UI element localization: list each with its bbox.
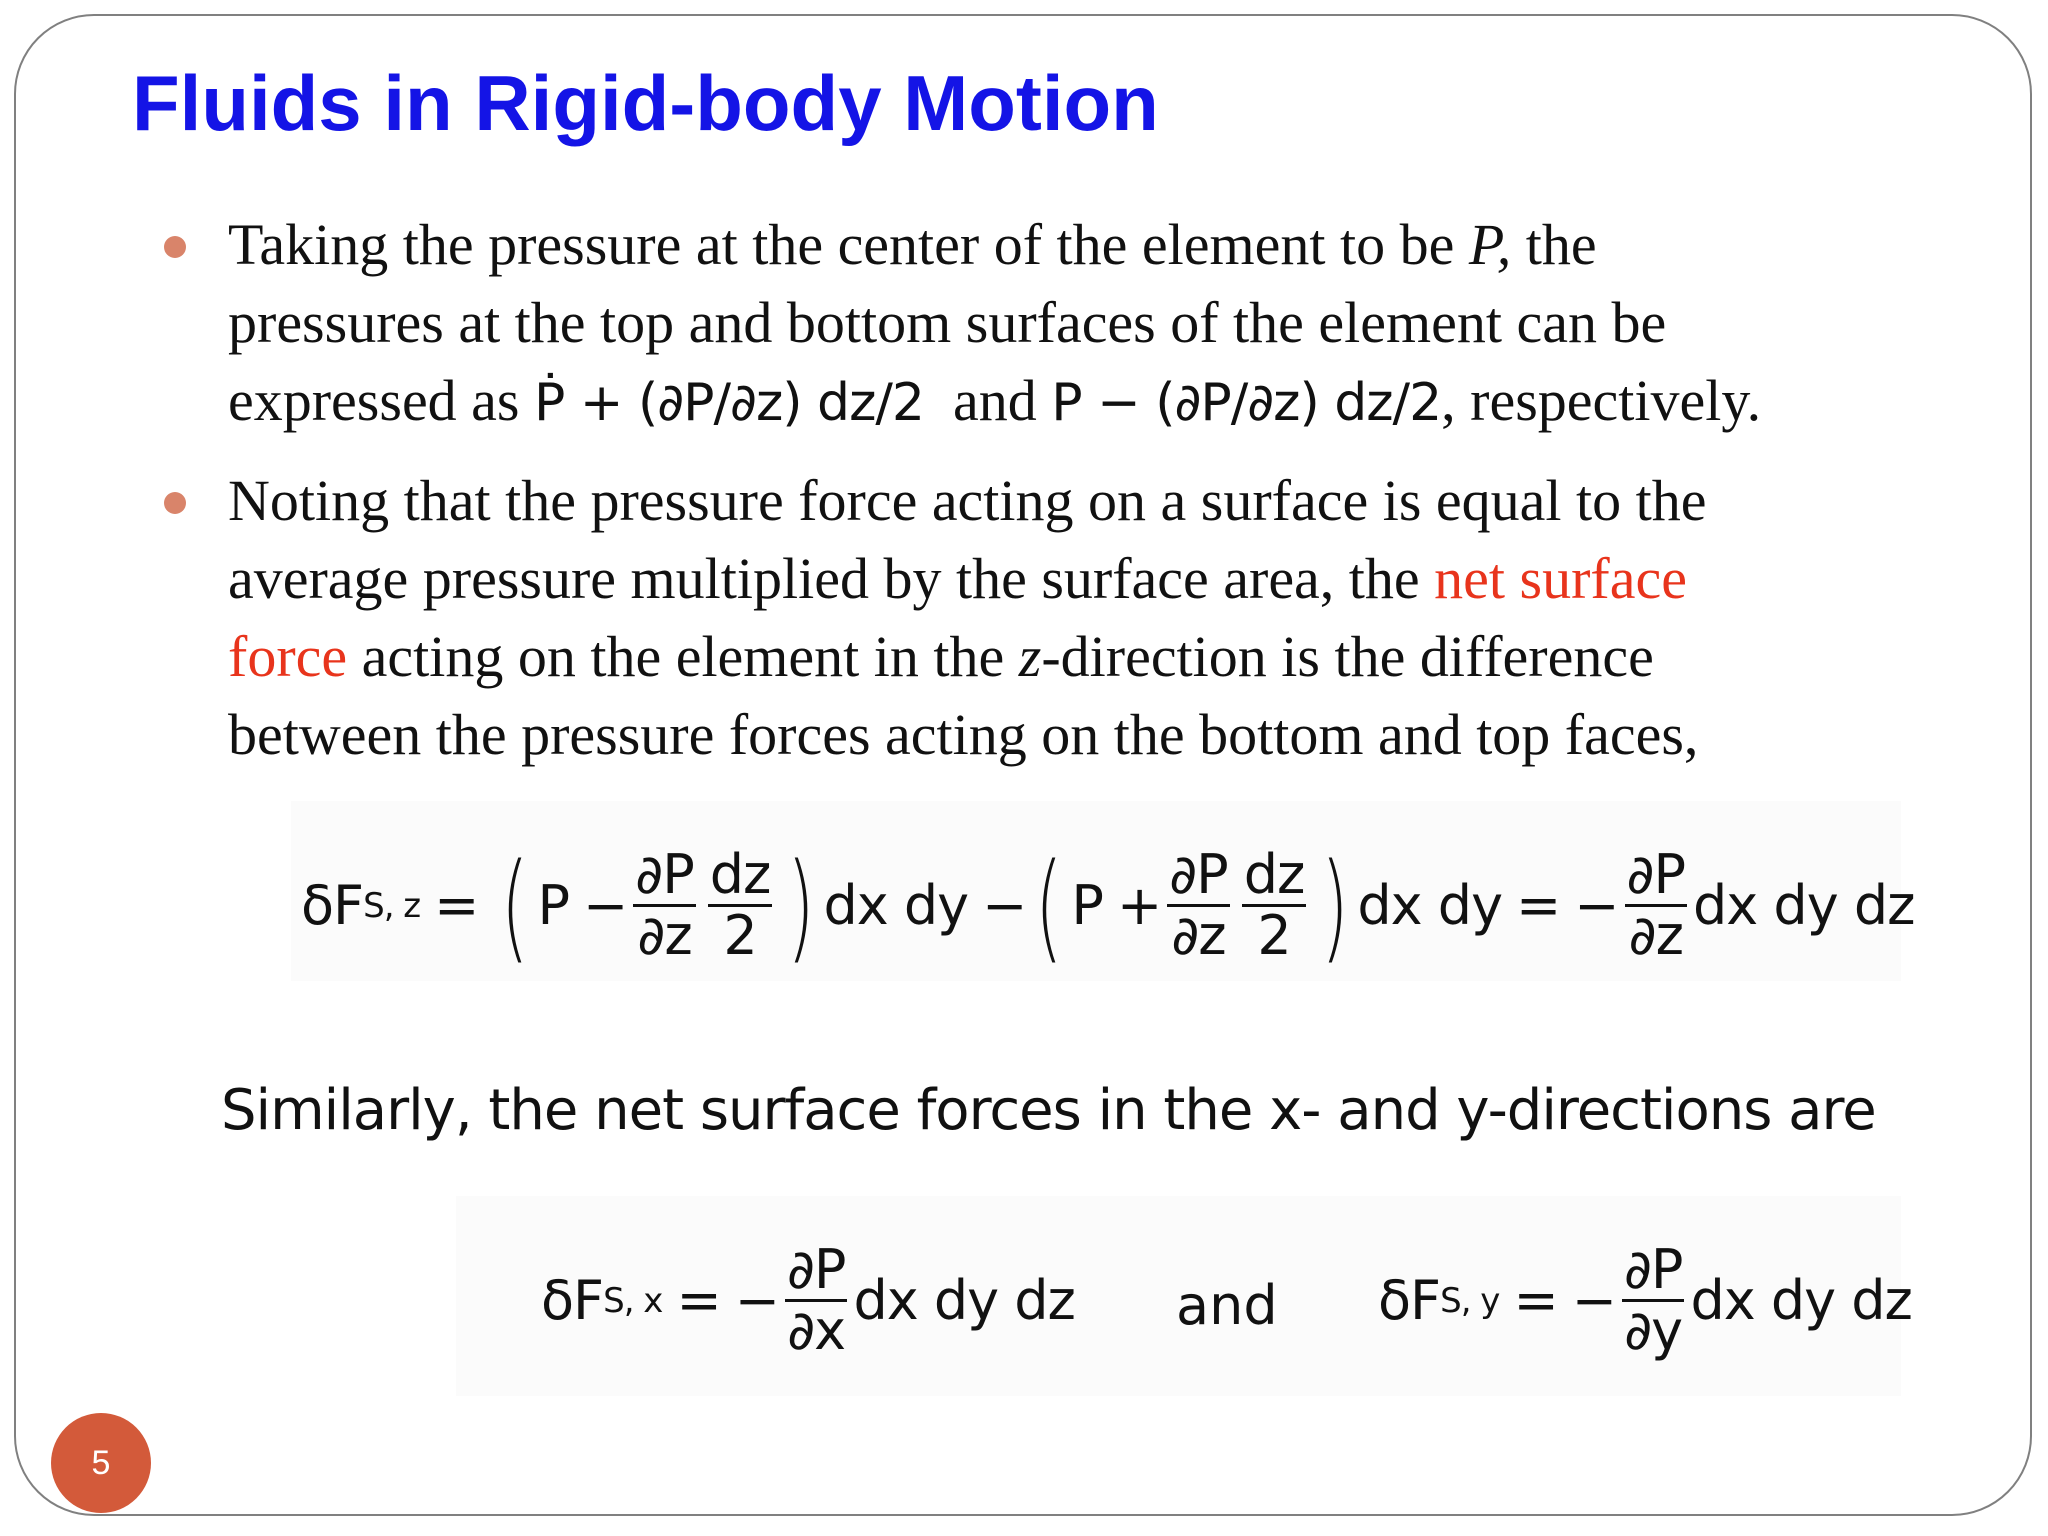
minus-sign: −: [734, 1269, 779, 1332]
fraction-dp-dz: [1625, 843, 1688, 967]
equals-sign: =: [676, 1269, 721, 1332]
eq-lhs: δF: [1378, 1269, 1441, 1332]
eq-p: P: [1071, 874, 1103, 937]
open-paren: (: [1035, 836, 1063, 975]
bullet-1-line-1: [228, 206, 2006, 284]
bullet-list: [156, 206, 2006, 794]
text: , respectively.: [1441, 368, 1762, 433]
eq-lhs-subscript: S, y: [1440, 1280, 1500, 1321]
fraction-dp-dz: [633, 843, 696, 967]
page-number-badge: 5: [51, 1413, 151, 1513]
numerator: dz: [1243, 843, 1305, 906]
minus-sign: −: [1571, 1269, 1616, 1332]
denominator: ∂x: [787, 1299, 846, 1362]
minus-sign: −: [1574, 874, 1619, 937]
equation-x: [541, 1238, 1075, 1362]
bullet-dot-icon: [164, 492, 186, 514]
eq-lhs-subscript: S, z: [363, 885, 421, 926]
numerator: ∂P: [1626, 843, 1686, 906]
close-paren: ): [1321, 836, 1349, 975]
numerator: dz: [709, 843, 771, 906]
denominator: ∂z: [637, 904, 692, 967]
eq-p: P: [537, 874, 570, 937]
pressure-bottom-expression: P − (∂P/∂z) dz/2: [1051, 373, 1442, 433]
eq-tail: dx dy dz: [1690, 1269, 1912, 1332]
minus-sign: −: [583, 874, 628, 937]
fraction-dz-2: [708, 843, 773, 967]
fraction-dp-dz: [1167, 843, 1230, 967]
text: and: [923, 368, 1052, 433]
equation-z: [301, 836, 1915, 975]
bullet-1-line-2: pressures at the top and bottom surfaces of the element can be: [228, 290, 1667, 355]
bullet-1-line-3: [228, 362, 2006, 442]
numerator: ∂P: [1169, 843, 1228, 906]
bullet-item-2: [156, 462, 2006, 774]
text: Taking the pressure at the center of the element to be: [228, 212, 1469, 277]
denominator: 2: [1257, 904, 1291, 967]
text: average pressure multiplied by the surface area, the: [228, 546, 1435, 611]
eq-tail: dx dy dz: [1693, 874, 1915, 937]
fraction-dp-dy: [1622, 1238, 1685, 1362]
similarly-text: Similarly, the net surface forces in the x- and y-directions are: [221, 1078, 1876, 1143]
equals-sign: =: [434, 874, 479, 937]
bullet-item-1: [156, 206, 2006, 442]
bullet-dot-icon: [164, 236, 186, 258]
equals-sign: =: [1516, 874, 1561, 937]
eq-lhs: δF: [541, 1269, 604, 1332]
bullet-2-line-4: between the pressure forces acting on the bottom and top faces,: [228, 702, 1699, 767]
bullet-2-line-3: [228, 618, 2006, 696]
text: expressed as: [228, 368, 535, 433]
plus-sign: +: [1116, 874, 1162, 937]
fraction-dp-dx: [785, 1238, 848, 1362]
minus-sign: −: [982, 874, 1027, 937]
variable-z: z: [1018, 624, 1042, 689]
eq-dxdy: dx dy: [823, 874, 969, 937]
highlight-text: net surface: [1434, 546, 1687, 611]
eq-tail: dx dy dz: [853, 1269, 1075, 1332]
close-paren: ): [787, 836, 815, 975]
eq-lhs: δF: [301, 874, 364, 937]
and-text: and: [1176, 1274, 1278, 1337]
denominator: 2: [723, 904, 757, 967]
denominator: ∂z: [1628, 904, 1683, 967]
slide: [14, 14, 2032, 1516]
text: acting on the element in the: [347, 624, 1019, 689]
numerator: ∂P: [1623, 1238, 1683, 1301]
denominator: ∂z: [1171, 904, 1226, 967]
denominator: ∂y: [1624, 1299, 1683, 1362]
equation-y: [1378, 1238, 1912, 1362]
variable-p: P,: [1468, 212, 1512, 277]
highlight-text: force: [228, 624, 348, 689]
numerator: ∂P: [786, 1238, 846, 1301]
bullet-2-line-2: [228, 540, 2006, 618]
equals-sign: =: [1513, 1269, 1558, 1332]
eq-dxdy: dx dy: [1357, 874, 1503, 937]
bullet-2-line-1: Noting that the pressure force acting on a surface is equal to the: [228, 468, 1707, 533]
fraction-dz-2: [1242, 843, 1307, 967]
eq-lhs-subscript: S, x: [603, 1280, 663, 1321]
numerator: ∂P: [635, 843, 694, 906]
text: the: [1511, 212, 1597, 277]
slide-title: Fluids in Rigid-body Motion: [132, 59, 1159, 147]
pressure-top-expression: Ṗ + (∂P/∂z) dz/2: [534, 373, 924, 433]
text: -direction is the difference: [1041, 624, 1654, 689]
open-paren: (: [501, 836, 529, 975]
